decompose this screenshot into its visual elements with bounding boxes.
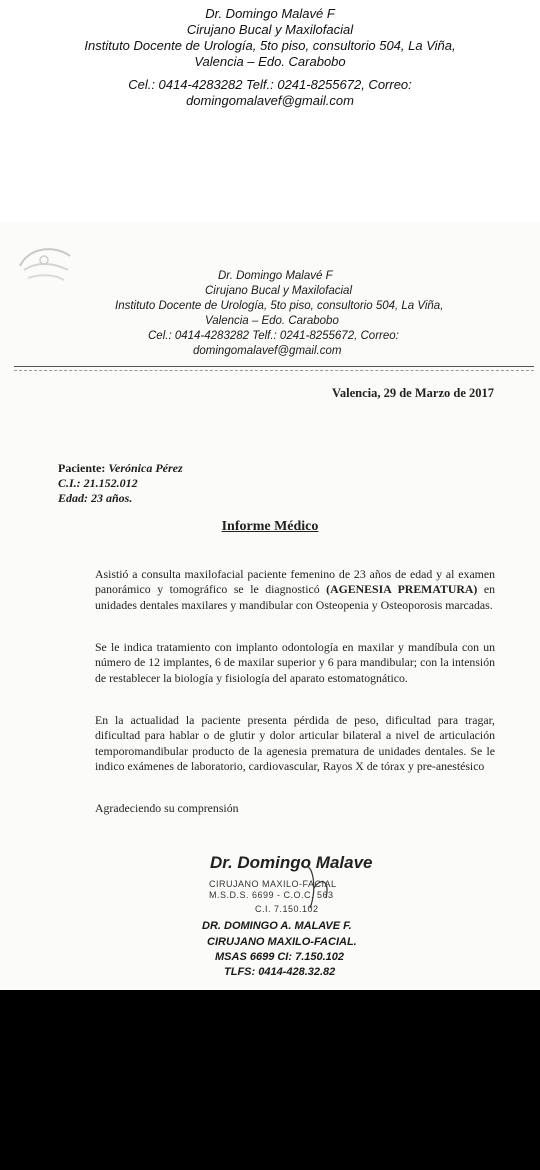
- clinic-city: Valencia – Edo. Carabobo: [205, 315, 339, 327]
- header-rule-secondary: [14, 370, 534, 371]
- closing-text: Agradeciendo su comprensión: [95, 801, 239, 815]
- fragment-line: Valencia – Edo. Carabobo: [194, 54, 346, 69]
- patient-ci-label: C.I.:: [58, 476, 81, 490]
- patient-age-label: Edad:: [58, 491, 88, 505]
- patient-age: 23 años.: [91, 491, 133, 505]
- clinic-phones: Cel.: 0414-4283282 Telf.: 0241-8255672, Correo:: [148, 330, 399, 342]
- fragment-line: Dr. Domingo Malavé F: [205, 6, 335, 21]
- fragment-line: Cirujano Bucal y Maxilofacial: [186, 22, 354, 37]
- stamp-line-1: CIRUJANO MAXILO-FACIAL: [209, 879, 337, 889]
- stamp-line-2: M.S.D.S. 6699 - C.O.C. 563: [209, 890, 334, 900]
- p1-text-b: en unidades dentales maxilares y mandibular con Osteopenia y Osteoporosis marcadas.: [95, 582, 495, 612]
- signature-script: Dr. Domingo Malave: [210, 853, 373, 872]
- patient-name: Verónica Pérez: [108, 461, 183, 475]
- patient-ci: 21.152.012: [83, 476, 138, 490]
- signer-ids: MSAS 6699 CI: 7.150.102: [215, 951, 345, 963]
- document-date: Valencia, 29 de Marzo de 2017: [331, 386, 494, 400]
- paragraph-symptoms: En la actualidad la paciente presenta pérdida de peso, dificultad para tragar, dificultad para hablar o de glutir y dolor articular bilateral a nivel de articulación temporomandibular producto de la agenesia prematura de unidades dentales. Se le indico exámenes de laboratorio, cardiovascular, Rayos X de tórax y pre-anestésico: [95, 713, 495, 774]
- doctor-name: Dr. Domingo Malavé F: [218, 270, 333, 282]
- patient-name-label: Paciente:: [58, 461, 106, 475]
- patient-ci-row: [58, 476, 138, 491]
- signer-phones: TLFS: 0414-428.32.82: [224, 966, 336, 978]
- clinic-address: Instituto Docente de Urología, 5to piso, consultorio 504, La Viña,: [115, 300, 444, 312]
- fragment-line: Cel.: 0414-4283282 Telf.: 0241-8255672, Correo:: [128, 77, 412, 92]
- header-rule: [14, 366, 534, 367]
- signer-name: DR. DOMINGO A. MALAVE F.: [202, 920, 352, 932]
- doctor-specialty: Cirujano Bucal y Maxilofacial: [205, 285, 353, 297]
- signer-role: CIRUJANO MAXILO-FACIAL.: [207, 936, 357, 948]
- report-title: Informe Médico: [221, 519, 319, 534]
- clinic-email: domingomalavef@gmail.com: [193, 345, 342, 357]
- fragment-line: domingomalavef@gmail.com: [186, 93, 354, 108]
- stamp-line-3: C.I. 7.150.102: [255, 904, 319, 914]
- p1-diagnosis-bold: (AGENESIA PREMATURA): [326, 582, 478, 597]
- previous-page-fragment: [0, 0, 540, 222]
- patient-age-row: [58, 491, 132, 506]
- paragraph-diagnosis: [95, 567, 495, 613]
- clinic-logo-icon: [14, 240, 76, 288]
- patient-name-row: [58, 461, 183, 476]
- p1-text-a: Asistió a consulta maxilofacial paciente femenino de 23 años de edad y al examen panorámico y tomográfico se le diagnosticó: [95, 567, 495, 597]
- fragment-line: Instituto Docente de Urología, 5to piso, consultorio 504, La Viña,: [84, 38, 456, 53]
- paragraph-treatment: Se le indica tratamiento con implanto odontología en maxilar y mandíbula con un número de 12 implantes, 6 de maxilar superior y 6 para mandibular; con la intensión de restablecer la biología y fisiología del aparato estomatognático.: [95, 640, 495, 685]
